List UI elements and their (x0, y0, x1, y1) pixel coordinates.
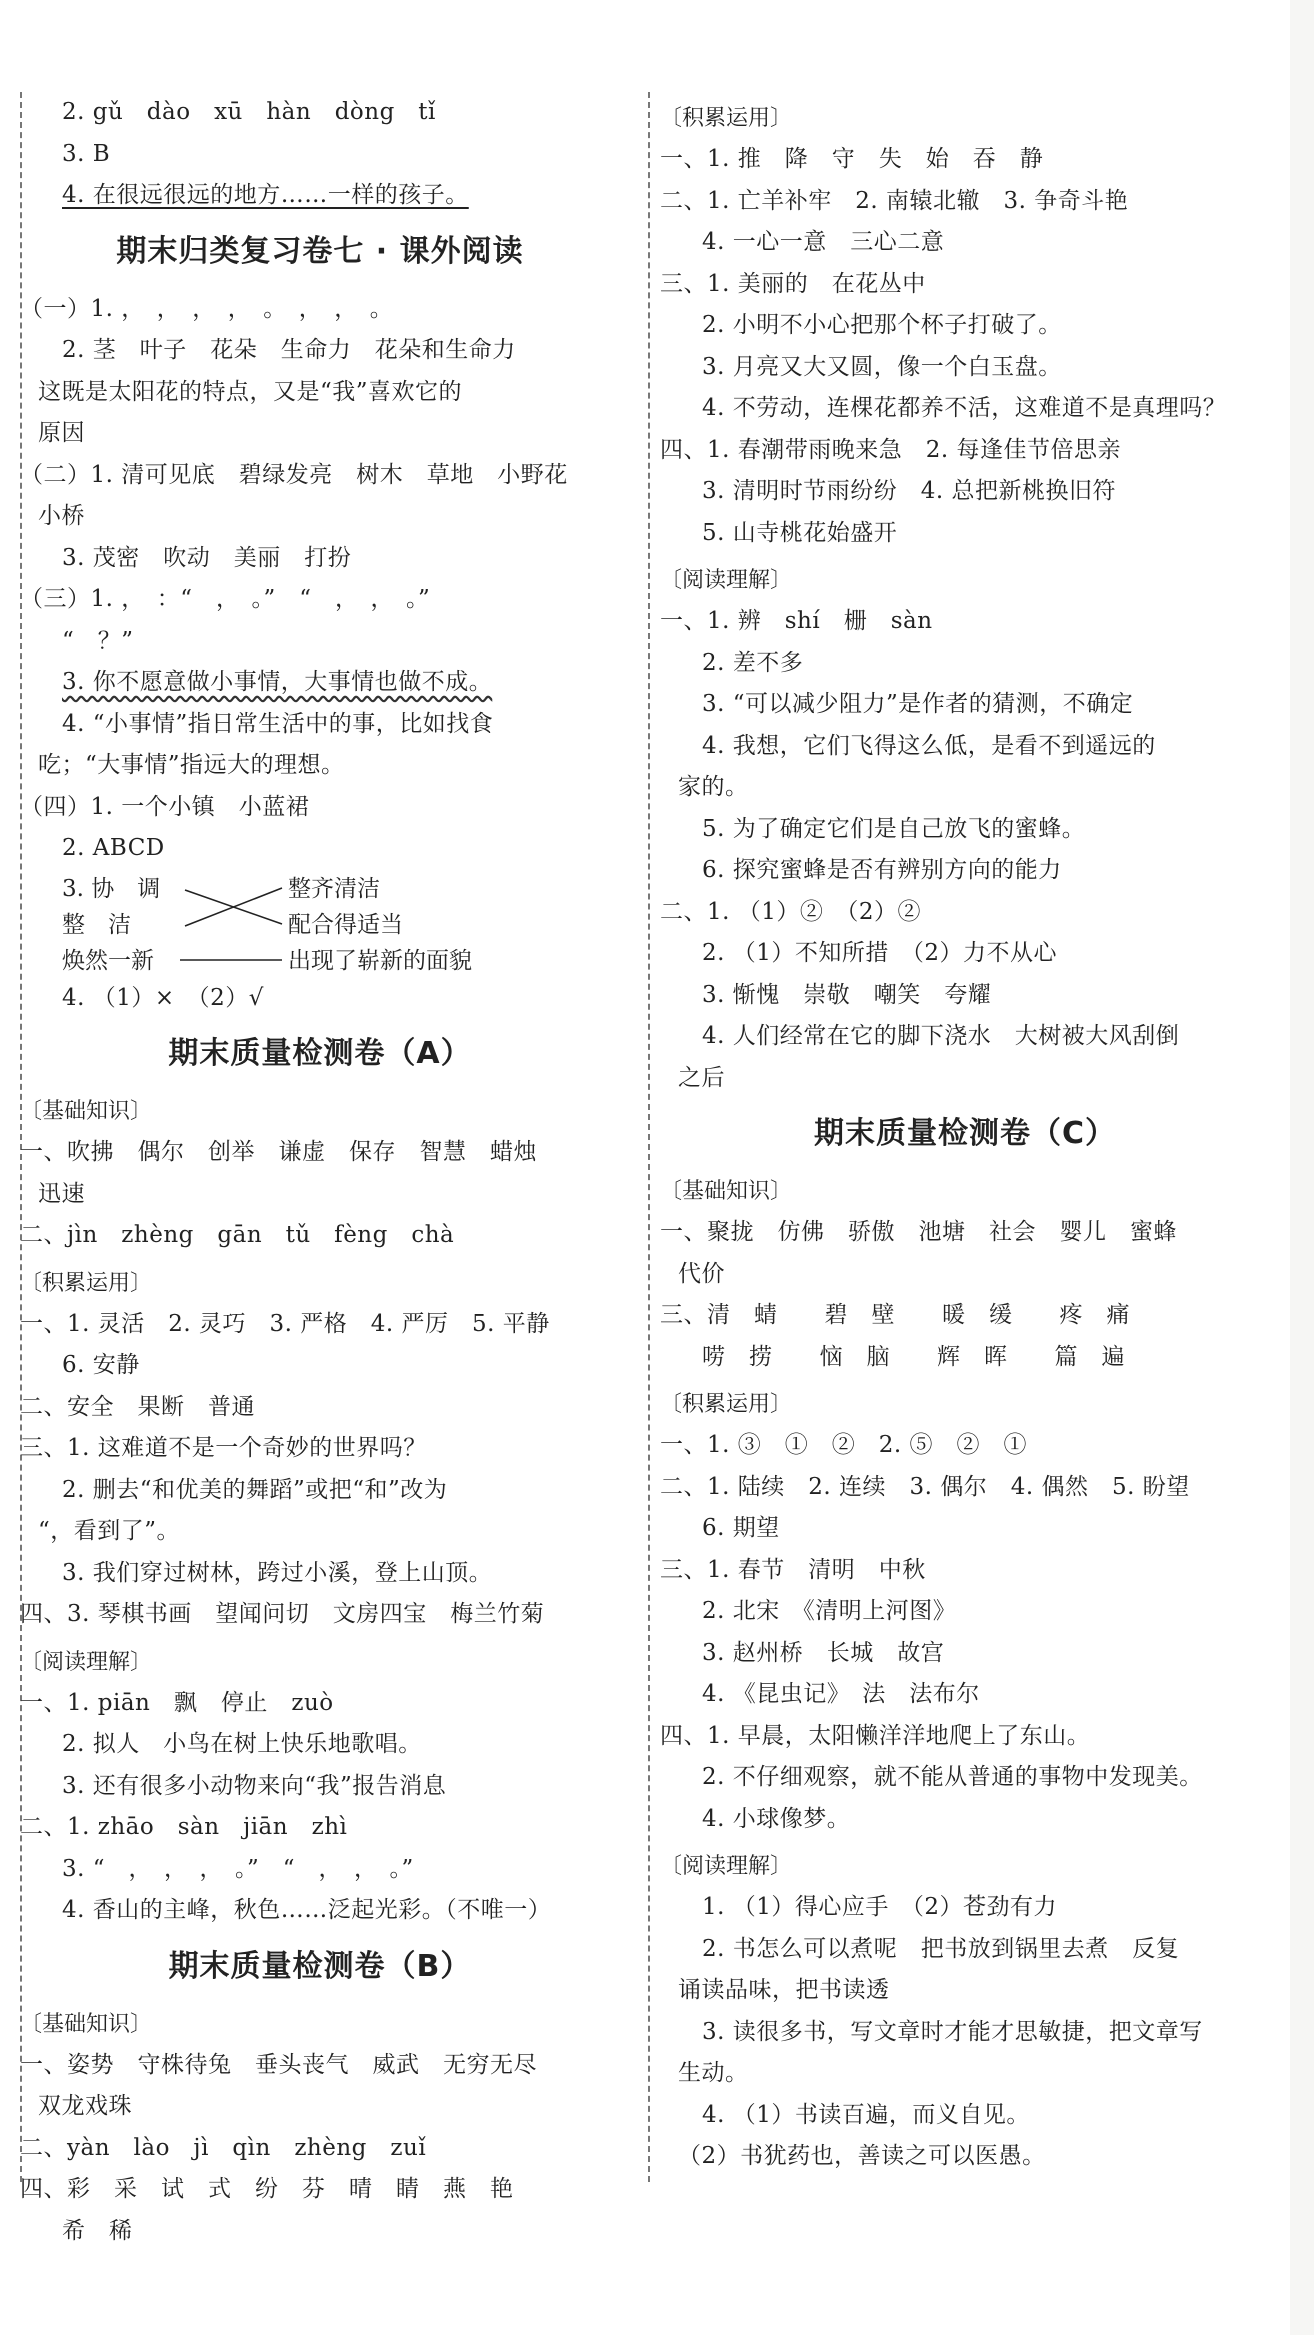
match-right-definition: 整齐清洁 (288, 875, 380, 902)
match-right-definition: 配合得适当 (288, 911, 403, 938)
answer-line: 4. （1）书读百遍，而义自见。 (702, 2101, 1030, 2128)
answer-line: 一、吹拂 偶尔 创举 谦虚 保存 智慧 蜡烛 (20, 1139, 537, 1165)
word-matching-exercise (20, 870, 620, 978)
answer-line: 4. （1）× （2）√ (62, 984, 264, 1011)
answer-line: 四、1. 早晨，太阳懒洋洋地爬上了东山。 (660, 1722, 1091, 1749)
answer-line: 5. 山寺桃花始盛开 (702, 519, 898, 546)
answer-line: 4. 一心一意 三心二意 (702, 229, 945, 255)
answer-line: 3. 清明时节雨纷纷 4. 总把新桃换旧符 (702, 478, 1117, 504)
match-left-term: 3. 协 调 (62, 875, 161, 902)
subsection-label: 〔基础知识〕 (660, 1179, 793, 1204)
section-title: 期末质量检测卷（A） (168, 1036, 472, 1071)
answer-line: （四）1. 一个小镇 小蓝裙 (20, 793, 310, 820)
right-column (660, 92, 1270, 2178)
answer-line: 4. 《昆虫记》 法 法布尔 (702, 1681, 980, 1707)
answer-line: 3. 赵州桥 长城 故宫 (702, 1639, 945, 1666)
answer-line: 二、jìn zhèng gān tǔ fèng chà (20, 1222, 455, 1248)
answer-line: 6. 探究蜜蜂是否有辨别方向的能力 (702, 857, 1062, 883)
answer-line: 小桥 (38, 503, 85, 529)
answer-line: 双龙戏珠 (38, 2093, 132, 2119)
answer-line: 生动。 (678, 2060, 749, 2086)
subsection-label: 〔基础知识〕 (20, 2011, 153, 2037)
answer-line: 唠 捞 恼 脑 辉 晖 篇 遍 (702, 1343, 1125, 1370)
answer-line: 一、1. 灵活 2. 灵巧 3. 严格 4. 严厉 5. 平静 (20, 1310, 550, 1337)
section-title: 期末归类复习卷七 · 课外阅读 (116, 233, 524, 269)
answer-line: 3. B (62, 140, 111, 167)
answer-line: 2. 不仔细观察，就不能从普通的事物中发现美。 (702, 1764, 1203, 1790)
answer-line: 3. 还有很多小动物来向“我”报告消息 (62, 1772, 447, 1799)
answer-line: 3. 惭愧 崇敬 嘲笑 夸耀 (702, 981, 992, 1008)
answer-line: 迅速 (38, 1180, 85, 1207)
match-left-term: 整 洁 (62, 911, 131, 938)
answer-line: 4. 人们经常在它的脚下浇水 大树被大风刮倒 (702, 1023, 1180, 1049)
answer-line: 3. 你不愿意做小事情，大事情也做不成。 (62, 669, 493, 695)
answer-line: 2. 删去“和优美的舞蹈”或把“和”改为 (62, 1476, 448, 1503)
answer-line: “，看到了”。 (38, 1518, 181, 1544)
answer-line: 2. 差不多 (702, 649, 804, 676)
answer-line: 5. 为了确定它们是自己放飞的蜜蜂。 (702, 815, 1086, 842)
answer-line: 2. gǔ dào xū hàn dòng tǐ (62, 99, 436, 125)
answer-line: 3. “ ， ， ， 。” “ ， ， 。” (62, 1855, 414, 1882)
answer-line: 2. 茎 叶子 花朵 生命力 花朵和生命力 (62, 337, 516, 363)
answer-line: 三、1. 这难道不是一个奇妙的世界吗？ (20, 1435, 427, 1461)
answer-line: 4. 不劳动，连棵花都养不活，这难道不是真理吗？ (702, 395, 1227, 421)
answer-line: 四、3. 琴棋书画 望闻问切 文房四宝 梅兰竹菊 (20, 1601, 545, 1627)
answer-line: 2. ABCD (62, 835, 165, 861)
section-title: 期末质量检测卷（C） (813, 1116, 1117, 1151)
answer-line: 2. 书怎么可以煮呢 把书放到锅里去煮 反复 (702, 1935, 1180, 1962)
answer-line: 一、1. ③ ① ② 2. ⑤ ② ① (660, 1432, 1028, 1458)
answer-line: （二）1. 清可见底 碧绿发亮 树木 草地 小野花 (20, 461, 568, 488)
answer-line: 这既是太阳花的特点，又是“我”喜欢它的 (38, 378, 463, 405)
subsection-label: 〔阅读理解〕 (660, 568, 793, 593)
answer-line: 6. 安静 (62, 1352, 140, 1378)
answer-line: （2）书犹药也，善读之可以医愚。 (678, 2143, 1046, 2169)
match-connector-lines (20, 870, 320, 978)
answer-line: 二、1. 陆续 2. 连续 3. 偶尔 4. 偶然 5. 盼望 (660, 1473, 1190, 1500)
answer-line: 四、彩 采 试 式 纷 芬 晴 睛 燕 艳 (20, 2176, 514, 2202)
answer-line: 6. 期望 (702, 1515, 780, 1541)
answer-line: （一）1. ， ， ， ， 。 ， ， 。 (20, 295, 394, 322)
answer-line: 3. 月亮又大又圆，像一个白玉盘。 (702, 353, 1062, 380)
subsection-label: 〔积累运用〕 (660, 106, 793, 131)
answer-line: 家的。 (678, 774, 749, 800)
answer-line: 吃；“大事情”指远大的理想。 (38, 752, 345, 778)
answer-line: 二、安全 果断 普通 (20, 1393, 255, 1420)
answer-line: 二、1. （1）② （2）② (660, 898, 922, 925)
match-left-term: 焕然一新 (62, 947, 154, 974)
answer-line: 4. “小事情”指日常生活中的事，比如找食 (62, 710, 494, 737)
match-right-definition: 出现了崭新的面貌 (288, 947, 472, 974)
answer-line: 诵读品味，把书读透 (678, 1977, 890, 2003)
answer-line: 代价 (678, 1260, 725, 1287)
answer-line: 四、1. 春潮带雨晚来急 2. 每逢佳节倍思亲 (660, 436, 1122, 463)
subsection-label: 〔阅读理解〕 (660, 1854, 793, 1879)
answer-line: 二、1. 亡羊补牢 2. 南辕北辙 3. 争奇斗艳 (660, 187, 1129, 214)
answer-line: 二、1. zhāo sàn jiān zhì (20, 1814, 348, 1840)
answer-line: 2. （1）不知所措 （2）力不从心 (702, 940, 1058, 966)
answer-line: 一、1. 辨 shí 栅 sàn (660, 608, 933, 634)
match-connector-line (185, 888, 282, 926)
section-title: 期末质量检测卷（B） (168, 1948, 472, 1984)
answer-line: 希 稀 (62, 2217, 133, 2244)
column-divider-dashed-line (648, 92, 650, 2182)
answer-line: （三）1. ， ：“ ， 。” “ ， ， 。” (20, 586, 431, 612)
answer-line: 4. 在很远很远的地方……一样的孩子。 (62, 182, 469, 208)
answer-line: 2. 拟人 小鸟在树上快乐地歌唱。 (62, 1731, 422, 1757)
answer-line: 3. 茂密 吹动 美丽 打扮 (62, 544, 352, 571)
answer-line: 2. 小明不小心把那个杯子打破了。 (702, 312, 1062, 338)
answer-line: 4. 我想，它们飞得这么低，是看不到遥远的 (702, 732, 1156, 759)
answer-line: 之后 (678, 1064, 725, 1091)
subsection-label: 〔积累运用〕 (660, 1392, 793, 1417)
answer-line: 一、1. 推 降 守 失 始 吞 静 (660, 146, 1044, 172)
answer-line: 二、yàn lào jì qìn zhèng zuǐ (20, 2134, 427, 2161)
answer-line: 原因 (38, 420, 85, 446)
answer-line: 一、1. piān 飘 停止 zuò (20, 1689, 334, 1716)
answer-line: 一、姿势 守株待兔 垂头丧气 威武 无穷无尽 (20, 2051, 537, 2078)
answer-line: 三、1. 春节 清明 中秋 (660, 1556, 926, 1583)
answer-line: 一、聚拢 仿佛 骄傲 池塘 社会 婴儿 蜜蜂 (660, 1219, 1177, 1245)
answer-line: 4. 香山的主峰，秋色……泛起光彩。（不唯一） (62, 1897, 552, 1923)
subsection-label: 〔阅读理解〕 (20, 1649, 153, 1675)
answer-line: 3. 读很多书，写文章时才能才思敏捷，把文章写 (702, 2018, 1203, 2045)
left-column (20, 92, 620, 2252)
answer-line: 3. “可以减少阻力”是作者的猜测，不确定 (702, 691, 1134, 717)
answer-line: 2. 北宋 《清明上河图》 (702, 1598, 957, 1624)
answer-line: 1. （1）得心应手 （2）苍劲有力 (702, 1894, 1058, 1920)
subsection-label: 〔积累运用〕 (20, 1270, 153, 1296)
subsection-label: 〔基础知识〕 (20, 1099, 153, 1124)
answer-line: 4. 小球像梦。 (702, 1805, 851, 1832)
answer-line: 3. 我们穿过树林，跨过小溪，登上山顶。 (62, 1559, 493, 1586)
answer-line: 三、1. 美丽的 在花丛中 (660, 270, 926, 297)
answer-line: “ ？” (62, 627, 134, 654)
answer-line: 三、清 蜻 碧 壁 暖 缓 疼 痛 (660, 1302, 1130, 1328)
